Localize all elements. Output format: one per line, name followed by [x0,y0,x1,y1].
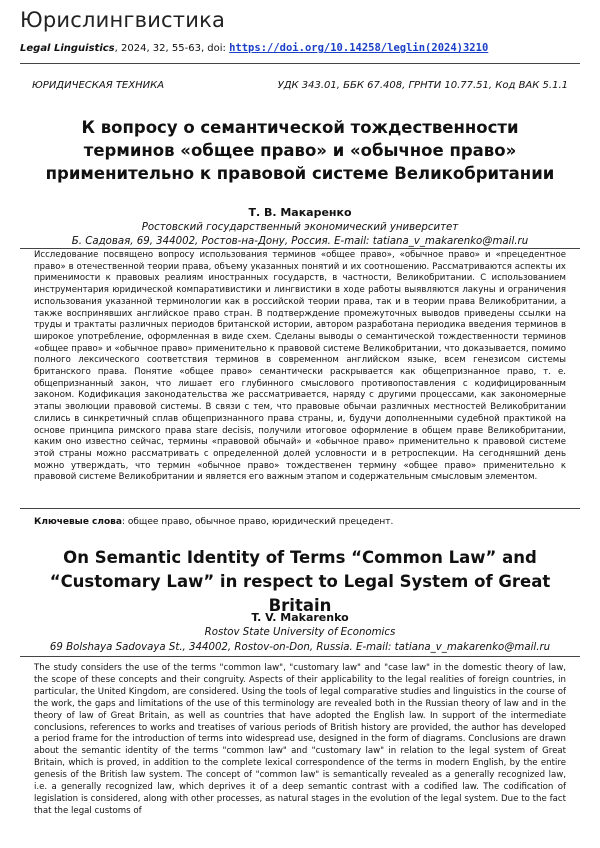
citation-journal: Legal Linguistics [20,43,115,54]
citation-details: , 2024, 32, 55-63, doi: [114,43,230,54]
abstract-en: The study considers the use of the terms "common law", "customary law" and "case law" in the domestic theory of law, the scope of these concepts and their congruity. Aspects of their applicability to the legal realities of foreign countries, in particular, the United Kingdom, are considered. Using the tools of legal comparative studies and linguistics in the course of the work, the gaps and limitations of the use of this terminology are revealed both in the Russian theory of law and in the theory of law of Great Britain, as well as countries that have adopted the English law. In support of the intermediate conclusions, references to works and treatises of various periods of British history are provided, the author has developed a period frame for the introduction of terms into widespread use, designed in the form of diagrams. Conclusions are drawn about the semantic identity of the terms "common law" and "customary law" in relation to the legal system of Great Britain, which is proved, in addition to the complete lexical correspondence of the terms in modern English, by the entire genesis of the British law system. The concept of "common law" is semantically revealed as a generally recognized law, i.e. a generally recognized law, which deprives it of a deep semantic contrast with a codified law. The codification of legislation is considered, along with other processes, as natural stages in the evolution of the legal system. Due to the fact that the legal customs of [34,663,566,816]
abstract-en-top-rule [20,656,580,657]
article-title-ru [40,116,560,185]
header-divider [20,63,580,64]
abstract-ru: Исследование посвящено вопросу использования терминов «общее право», «обычное право» и «прецедентное право» в отечественной теории права, объему указанных понятий и их соотношению. Рассматриваются аспекты их применимости к правовых реалиям иностранных государств, в частности, Великобритании. С использованием инструментария юридической компаративистики и лингвистики в ходе работы выявляются лакуны и ограничения использования указанной терминологии как в российской теории права, так и в теории права Великобритании, а также воспринявших английское право стран. В подтверждение промежуточных выводов приведены ссылки на труды и трактаты различных периодов британской истории, автором разработана периодика введения терминов в широкое употребление, оформленная в виде схем. Сделаны выводы о семантической тождественности терминов «общее право» и «обычное право» применительно к правовой системе Великобритании, что доказывается, помимо полного лексического соответствия терминов в современном английском языке, всем генезисом системы британского права. Понятие «общее право» семантически раскрывается как общепризнанное право, т. е. общепризнанный закон, что лишает его глубинного смыслового противопоставления с кодифицированным законом. Кодификация законодательства же рассматривается, наряду с другими процессами, как закономерные этапы эволюции правовой системы. В связи с тем, что правовые обычаи различных местностей Великобритании слились в синкретичный сплав общепризнанного права страны, и, будучи дополненными судебной практикой на основе принципа римского права stare decisis, получили итоговое оформление в общем праве Великобритании, каким оно известно сейчас, термины «правовой обычай» и «обычное право» применительно к правовой системе этой страны можно рассматривать с определенной долей условности и в ретроспекции. На сегодняшний день можно утверждать, что термин «обычное право» тождественен термину «общее право» применительно к правовой системе Великобритании и является его важным этапом и содержательным смысловым элементом. [34,250,566,483]
keywords-label: Ключевые слова [34,517,122,527]
address-ru: Б. Садовая, 69, 344002, Ростов-на-Дону, Россия. E-mail: tatiana_v_makarenko@mail.ru [71,236,529,247]
author-en: T. V. Makarenko [251,611,349,624]
title-en-line: “Customary Law” in respect to Legal System of Great Britain [49,572,551,615]
journal-name: Юрислингвистика [20,8,226,32]
article-title-en [40,546,560,618]
title-ru-line: применительно к правовой системе Великобритании [45,164,555,183]
keywords-ru [34,517,566,527]
abstract-ru-bottom-rule [20,508,580,509]
abstract-ru-top-rule [20,248,580,249]
title-ru-line: К вопросу о семантической тождественности [81,118,519,137]
title-ru-line: терминов «общее право» и «обычное право» [83,141,517,160]
keywords-list: : общее право, обычное право, юридический прецедент. [121,517,394,527]
affiliation-en: Rostov State University of Economics [204,627,396,638]
citation-line [20,42,488,54]
section-label: ЮРИДИЧЕСКАЯ ТЕХНИКА [32,80,165,91]
classification-codes: УДК 343.01, ББК 67.408, ГРНТИ 10.77.51, Код ВАК 5.1.1 [277,80,568,91]
doi-link[interactable]: https://doi.org/10.14258/leglin(2024)3210 [229,42,489,54]
author-ru: Т. В. Макаренко [248,206,352,219]
affiliation-ru: Ростовский государственный экономический университет [141,222,459,233]
address-en: 69 Bolshaya Sadovaya St., 344002, Rostov-on-Don, Russia. E-mail: tatiana_v_makarenko@mail.ru [49,642,551,653]
title-en-line: On Semantic Identity of Terms “Common Law” and [63,548,537,567]
